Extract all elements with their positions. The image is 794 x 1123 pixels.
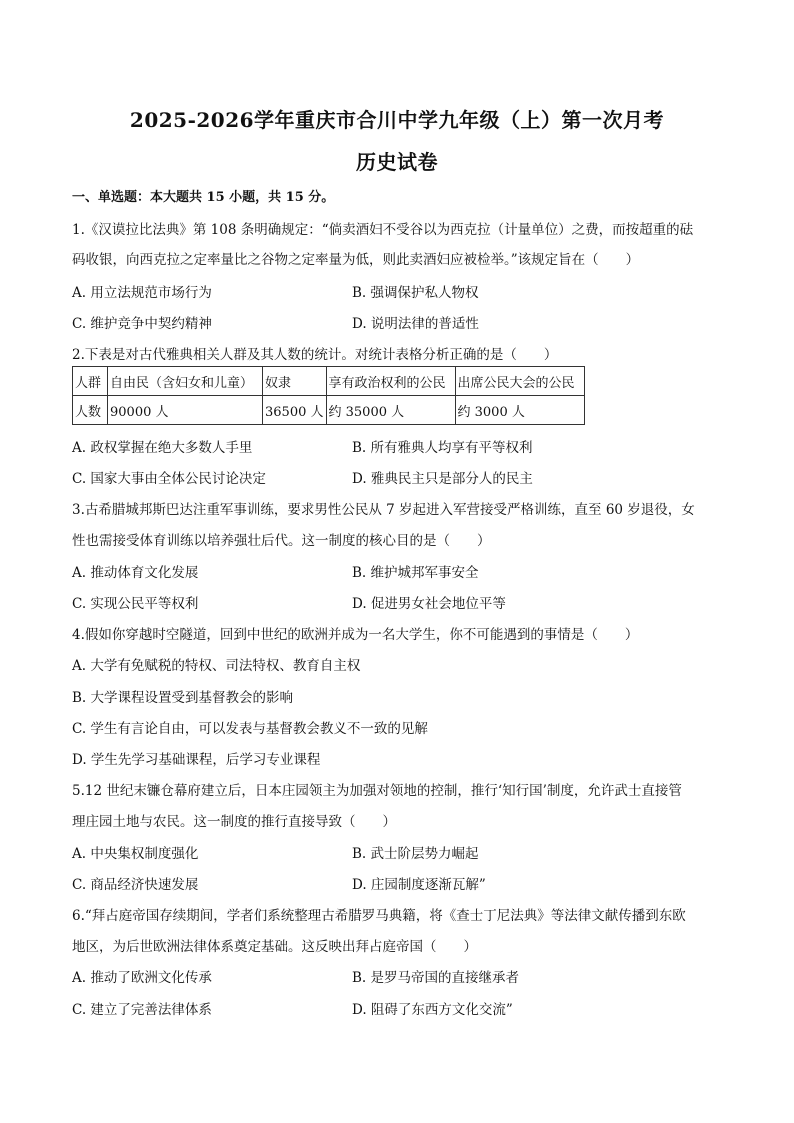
q2-option-b: B. 所有雅典人均享有平等权利	[352, 440, 533, 456]
q6-option-d: D. 阻碍了东西方文化交流”	[352, 1002, 513, 1018]
table-cell: 约 3000 人	[455, 396, 584, 425]
table-cell: 享有政治权利的公民	[326, 367, 455, 396]
q4-option-b: B. 大学课程设置受到基督教会的影响	[72, 690, 294, 706]
table-cell: 90000 人	[108, 396, 263, 425]
table-row	[73, 396, 585, 425]
question-1-line-2: 码收银，向西克拉之定率量比之谷物之定率量为低，则此卖酒妇应被检举。”该规定旨在（ ）	[72, 252, 640, 268]
q3-option-b: B. 维护城邦军事安全	[352, 565, 479, 581]
table-cell: 奴隶	[263, 367, 327, 396]
q6-option-a: A. 推动了欧洲文化传承	[72, 970, 212, 986]
question-3-line-2: 性也需接受体育训练以培养强壮后代。这一制度的核心目的是（ ）	[72, 533, 491, 549]
q3-option-d: D. 促进男女社会地位平等	[352, 596, 506, 612]
q5-option-d: D. 庄园制度逐渐瓦解”	[352, 877, 486, 893]
section-heading: 一、单选题：本大题共 15 小题，共 15 分。	[72, 190, 335, 205]
q5-option-b: B. 武士阶层势力崛起	[352, 846, 479, 862]
q1-option-d: D. 说明法律的普适性	[352, 316, 479, 332]
q5-option-c: C. 商品经济快速发展	[72, 877, 199, 893]
q6-option-c: C. 建立了完善法律体系	[72, 1002, 212, 1018]
question-5-line-2: 理庄园土地与农民。这一制度的推行直接导致（ ）	[72, 814, 396, 830]
q4-option-d: D. 学生先学习基础课程，后学习专业课程	[72, 752, 321, 768]
q4-option-a: A. 大学有免赋税的特权、司法特权、教育自主权	[72, 658, 361, 674]
q2-option-a: A. 政权掌握在绝大多数人手里	[72, 440, 253, 456]
exam-subtitle: 历史试卷	[356, 150, 438, 174]
table-cell: 人群	[73, 367, 108, 396]
q1-option-c: C. 维护竞争中契约精神	[72, 316, 212, 332]
athens-population-table	[72, 366, 585, 425]
q1-option-b: B. 强调保护私人物权	[352, 285, 479, 301]
table-cell: 自由民（含妇女和儿童）	[108, 367, 263, 396]
table-cell: 人数	[73, 396, 108, 425]
q5-option-a: A. 中央集权制度强化	[72, 846, 199, 862]
q3-option-c: C. 实现公民平等权利	[72, 596, 199, 612]
question-6-line-2: 地区，为后世欧洲法律体系奠定基础。这反映出拜占庭帝国（ ）	[72, 939, 477, 955]
question-3-line-1: 3.古希腊城邦斯巴达注重军事训练，要求男性公民从 7 岁起进入军营接受严格训练，直至 60 岁退役，女	[72, 502, 695, 518]
question-2-line-1: 2.下表是对古代雅典相关人群及其人数的统计。对统计表格分析正确的是（ ）	[72, 347, 558, 363]
exam-title: 2025-2026学年重庆市合川中学九年级（上）第一次月考	[129, 108, 665, 132]
q3-option-a: A. 推动体育文化发展	[72, 565, 199, 581]
question-4-line-1: 4.假如你穿越时空隧道，回到中世纪的欧洲并成为一名大学生，你不可能遇到的事情是（ ）	[72, 627, 639, 643]
q4-option-c: C. 学生有言论自由，可以发表与基督教会教义不一致的见解	[72, 721, 428, 737]
table-cell: 出席公民大会的公民	[455, 367, 584, 396]
q1-option-a: A. 用立法规范市场行为	[72, 285, 212, 301]
q2-option-d: D. 雅典民主只是部分人的民主	[352, 471, 533, 487]
table-cell: 36500 人	[263, 396, 327, 425]
q6-option-b: B. 是罗马帝国的直接继承者	[352, 970, 520, 986]
question-6-line-1: 6.“拜占庭帝国存续期间，学者们系统整理古希腊罗马典籍，将《查士丁尼法典》等法律文献传播到东欧	[72, 908, 686, 924]
table-row	[73, 367, 585, 396]
question-5-line-1: 5.12 世纪末镰仓幕府建立后，日本庄园领主为加强对领地的控制，推行‘知行国’制度，允许武士直接管	[72, 783, 682, 799]
question-1-line-1: 1.《汉谟拉比法典》第 108 条明确规定：“倘卖酒妇不受谷以为西克拉（计量单位）之费，而按超重的砝	[72, 222, 694, 238]
q2-option-c: C. 国家大事由全体公民讨论决定	[72, 471, 266, 487]
table-cell: 约 35000 人	[326, 396, 455, 425]
